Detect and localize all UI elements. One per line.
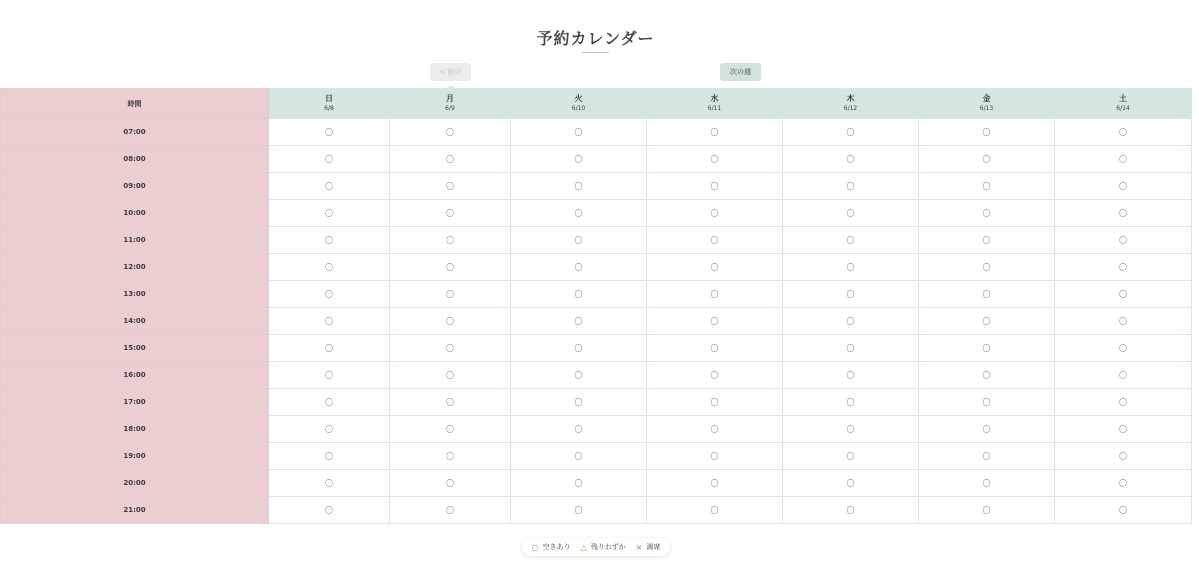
day-name: 金 xyxy=(982,94,991,103)
available-slot[interactable]: 〇 xyxy=(269,281,390,308)
legend xyxy=(522,538,670,556)
time-label: 12:00 xyxy=(1,254,269,281)
available-slot[interactable]: 〇 xyxy=(269,416,390,443)
available-slot[interactable]: 〇 xyxy=(390,389,511,416)
table-row xyxy=(1,443,1192,470)
table-row xyxy=(1,416,1192,443)
available-slot[interactable]: 〇 xyxy=(647,443,783,470)
available-slot[interactable]: 〇 xyxy=(511,443,647,470)
available-slot[interactable]: 〇 xyxy=(647,362,783,389)
time-label: 09:00 xyxy=(1,173,269,200)
available-slot[interactable]: 〇 xyxy=(511,146,647,173)
table-row xyxy=(1,362,1192,389)
available-slot[interactable]: 〇 xyxy=(511,119,647,146)
available-slot[interactable]: 〇 xyxy=(783,362,919,389)
table-row xyxy=(1,281,1192,308)
title-underline xyxy=(582,52,609,53)
available-slot[interactable]: 〇 xyxy=(511,416,647,443)
day-date: 6/10 xyxy=(571,105,586,112)
available-slot[interactable]: 〇 xyxy=(511,497,647,524)
day-date: 6/9 xyxy=(445,105,455,112)
available-slot[interactable]: 〇 xyxy=(783,254,919,281)
available-slot[interactable]: 〇 xyxy=(1055,254,1192,281)
available-slot[interactable]: 〇 xyxy=(783,200,919,227)
available-slot[interactable]: 〇 xyxy=(647,254,783,281)
day-header xyxy=(390,89,511,119)
available-slot[interactable]: 〇 xyxy=(269,497,390,524)
available-slot[interactable]: 〇 xyxy=(511,200,647,227)
table-row xyxy=(1,254,1192,281)
table-row xyxy=(1,335,1192,362)
available-slot[interactable]: 〇 xyxy=(1055,443,1192,470)
day-name: 火 xyxy=(574,94,583,103)
available-slot[interactable]: 〇 xyxy=(390,200,511,227)
available-slot[interactable]: 〇 xyxy=(269,200,390,227)
legend-full-label: 満席 xyxy=(646,543,661,551)
available-slot[interactable]: 〇 xyxy=(269,389,390,416)
available-slot[interactable]: 〇 xyxy=(919,335,1055,362)
available-slot[interactable]: 〇 xyxy=(783,227,919,254)
reservation-calendar xyxy=(0,88,1192,524)
available-slot[interactable]: 〇 xyxy=(919,362,1055,389)
day-name: 月 xyxy=(446,94,454,103)
day-header xyxy=(511,89,647,119)
available-slot[interactable]: 〇 xyxy=(1055,362,1192,389)
table-row xyxy=(1,173,1192,200)
available-slot[interactable]: 〇 xyxy=(783,416,919,443)
available-slot[interactable]: 〇 xyxy=(647,227,783,254)
available-slot[interactable]: 〇 xyxy=(1055,389,1192,416)
available-slot[interactable]: 〇 xyxy=(390,173,511,200)
day-header xyxy=(647,89,783,119)
available-slot[interactable]: 〇 xyxy=(269,119,390,146)
available-slot[interactable]: 〇 xyxy=(1055,281,1192,308)
next-week-button[interactable]: 次の週 xyxy=(720,63,761,81)
available-slot[interactable]: 〇 xyxy=(269,173,390,200)
available-slot[interactable]: 〇 xyxy=(390,281,511,308)
available-slot[interactable]: 〇 xyxy=(919,200,1055,227)
table-row xyxy=(1,308,1192,335)
available-slot[interactable]: 〇 xyxy=(390,119,511,146)
available-slot[interactable]: 〇 xyxy=(511,335,647,362)
available-slot[interactable]: 〇 xyxy=(390,362,511,389)
available-slot[interactable]: 〇 xyxy=(1055,470,1192,497)
time-label: 13:00 xyxy=(1,281,269,308)
available-slot[interactable]: 〇 xyxy=(647,335,783,362)
table-row xyxy=(1,200,1192,227)
available-slot[interactable]: 〇 xyxy=(919,227,1055,254)
available-slot[interactable]: 〇 xyxy=(919,308,1055,335)
available-slot[interactable]: 〇 xyxy=(647,389,783,416)
day-date: 6/13 xyxy=(979,105,994,112)
available-slot[interactable]: 〇 xyxy=(511,362,647,389)
available-slot[interactable]: 〇 xyxy=(647,497,783,524)
time-label: 16:00 xyxy=(1,362,269,389)
available-slot[interactable]: 〇 xyxy=(390,308,511,335)
available-slot[interactable]: 〇 xyxy=(390,254,511,281)
available-slot[interactable]: 〇 xyxy=(269,227,390,254)
available-slot[interactable]: 〇 xyxy=(390,443,511,470)
table-row xyxy=(1,146,1192,173)
cross-icon: × xyxy=(635,542,643,552)
available-slot[interactable]: 〇 xyxy=(269,470,390,497)
calendar-header-row xyxy=(1,89,1192,119)
available-slot[interactable]: 〇 xyxy=(511,281,647,308)
available-slot[interactable]: 〇 xyxy=(1055,173,1192,200)
available-slot[interactable]: 〇 xyxy=(783,389,919,416)
available-slot[interactable]: 〇 xyxy=(511,308,647,335)
available-slot[interactable]: 〇 xyxy=(269,362,390,389)
available-slot[interactable]: 〇 xyxy=(919,497,1055,524)
available-slot[interactable]: 〇 xyxy=(269,443,390,470)
triangle-icon: △ xyxy=(580,542,587,552)
circle-icon: ○ xyxy=(531,542,539,552)
table-row xyxy=(1,497,1192,524)
available-slot[interactable]: 〇 xyxy=(1055,335,1192,362)
available-slot[interactable]: 〇 xyxy=(269,146,390,173)
day-header xyxy=(783,89,919,119)
day-name: 土 xyxy=(1119,94,1127,103)
available-slot[interactable]: 〇 xyxy=(269,254,390,281)
time-label: 07:00 xyxy=(1,119,269,146)
legend-available-label: 空きあり xyxy=(542,543,571,551)
available-slot[interactable]: 〇 xyxy=(919,173,1055,200)
available-slot[interactable]: 〇 xyxy=(390,416,511,443)
time-label: 19:00 xyxy=(1,443,269,470)
available-slot[interactable]: 〇 xyxy=(1055,146,1192,173)
day-name: 木 xyxy=(846,94,855,103)
available-slot[interactable]: 〇 xyxy=(783,335,919,362)
available-slot[interactable]: 〇 xyxy=(647,308,783,335)
table-row xyxy=(1,227,1192,254)
available-slot[interactable]: 〇 xyxy=(919,281,1055,308)
available-slot[interactable]: 〇 xyxy=(269,335,390,362)
available-slot[interactable]: 〇 xyxy=(1055,497,1192,524)
time-label: 10:00 xyxy=(1,200,269,227)
legend-few-left-label: 残りわずか xyxy=(590,543,626,551)
available-slot[interactable]: 〇 xyxy=(269,308,390,335)
available-slot[interactable]: 〇 xyxy=(919,470,1055,497)
available-slot[interactable]: 〇 xyxy=(647,470,783,497)
available-slot[interactable]: 〇 xyxy=(919,443,1055,470)
day-date: 6/11 xyxy=(707,105,722,112)
page-title: 予約カレンダー xyxy=(536,29,655,48)
available-slot[interactable]: 〇 xyxy=(390,497,511,524)
available-slot[interactable]: 〇 xyxy=(1055,119,1192,146)
available-slot[interactable]: 〇 xyxy=(783,497,919,524)
available-slot[interactable]: 〇 xyxy=(783,308,919,335)
calendar-body xyxy=(1,119,1192,524)
time-label: 08:00 xyxy=(1,146,269,173)
available-slot[interactable]: 〇 xyxy=(783,443,919,470)
day-header xyxy=(1055,89,1192,119)
available-slot[interactable]: 〇 xyxy=(1055,200,1192,227)
available-slot[interactable]: 〇 xyxy=(1055,227,1192,254)
available-slot[interactable]: 〇 xyxy=(511,470,647,497)
available-slot[interactable]: 〇 xyxy=(647,146,783,173)
day-date: 6/12 xyxy=(843,105,858,112)
available-slot[interactable]: 〇 xyxy=(511,389,647,416)
legend-few-left xyxy=(581,542,626,552)
day-date: 6/8 xyxy=(324,105,334,112)
available-slot[interactable]: 〇 xyxy=(647,416,783,443)
available-slot[interactable]: 〇 xyxy=(919,146,1055,173)
day-name: 日 xyxy=(325,94,333,103)
available-slot[interactable]: 〇 xyxy=(647,119,783,146)
table-row xyxy=(1,389,1192,416)
time-label: 17:00 xyxy=(1,389,269,416)
table-row xyxy=(1,119,1192,146)
available-slot[interactable]: 〇 xyxy=(647,281,783,308)
available-slot[interactable]: 〇 xyxy=(511,254,647,281)
prev-week-button[interactable]: < 前の xyxy=(430,63,471,81)
available-slot[interactable]: 〇 xyxy=(390,335,511,362)
available-slot[interactable]: 〇 xyxy=(783,119,919,146)
available-slot[interactable]: 〇 xyxy=(1055,308,1192,335)
available-slot[interactable]: 〇 xyxy=(783,173,919,200)
legend-available xyxy=(532,542,571,552)
time-column-header: 時間 xyxy=(1,89,269,119)
available-slot[interactable]: 〇 xyxy=(1055,416,1192,443)
table-row xyxy=(1,470,1192,497)
available-slot[interactable]: 〇 xyxy=(783,470,919,497)
available-slot[interactable]: 〇 xyxy=(919,416,1055,443)
time-label: 20:00 xyxy=(1,470,269,497)
available-slot[interactable]: 〇 xyxy=(511,173,647,200)
available-slot[interactable]: 〇 xyxy=(783,146,919,173)
time-label: 18:00 xyxy=(1,416,269,443)
day-header xyxy=(919,89,1055,119)
time-label: 14:00 xyxy=(1,308,269,335)
available-slot[interactable]: 〇 xyxy=(919,389,1055,416)
legend-full xyxy=(636,542,661,552)
day-date: 6/14 xyxy=(1116,105,1130,112)
time-label: 21:00 xyxy=(1,497,269,524)
available-slot[interactable]: 〇 xyxy=(511,227,647,254)
day-name: 水 xyxy=(710,94,719,103)
available-slot[interactable]: 〇 xyxy=(647,173,783,200)
available-slot[interactable]: 〇 xyxy=(647,200,783,227)
available-slot[interactable]: 〇 xyxy=(919,254,1055,281)
available-slot[interactable]: 〇 xyxy=(783,281,919,308)
available-slot[interactable]: 〇 xyxy=(390,146,511,173)
available-slot[interactable]: 〇 xyxy=(919,119,1055,146)
time-label: 15:00 xyxy=(1,335,269,362)
available-slot[interactable]: 〇 xyxy=(390,470,511,497)
day-header xyxy=(269,89,390,119)
available-slot[interactable]: 〇 xyxy=(390,227,511,254)
time-label: 11:00 xyxy=(1,227,269,254)
